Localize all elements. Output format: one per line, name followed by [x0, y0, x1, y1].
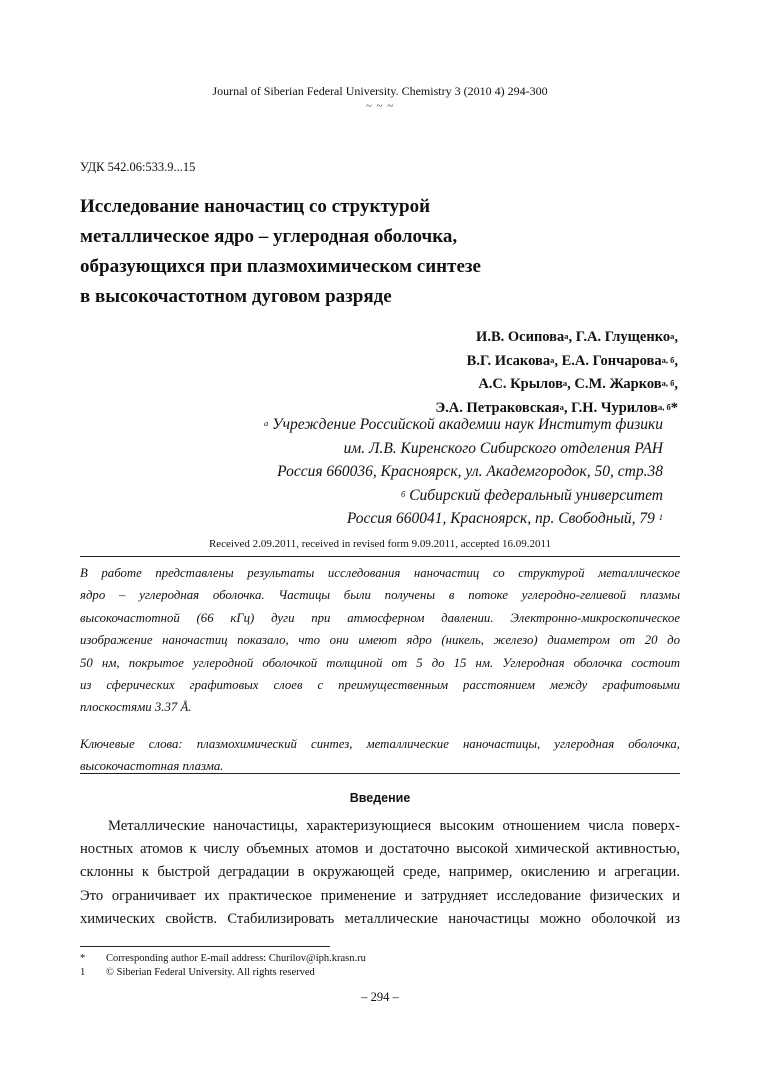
footnote-rule [80, 946, 330, 947]
abstract-line: В работе представлены результаты исследования наночастиц со структурой металлическое [80, 566, 680, 580]
body-paragraph [80, 815, 680, 931]
abstract-line: из сферических графитовых слоев с преимущественным расстоянием между графитовыми [80, 678, 680, 693]
keywords [80, 733, 680, 777]
keywords-line: высокочастотная плазма. [80, 759, 224, 773]
title-line: металлическое ядро – углеродная оболочка, [80, 226, 458, 247]
affiliation-line: $^а$ Учреждение Российской академии наук Институт физики [264, 416, 663, 433]
body-line: химических свойств. Стабилизировать металлические наночастицы можно оболочкой из [80, 910, 680, 927]
title-line: Исследование наночастиц со структурой [80, 196, 431, 217]
abstract-line: 50 нм, покрытое углеродной оболочкой толщиной от 5 до 15 нм. Углеродная оболочка состоит [80, 655, 680, 670]
footnotes [80, 952, 366, 980]
author-line: Э.А. Петраковская$^а$, Г.Н. Чурилов$^{а, б}$* [435, 399, 678, 416]
footnote-mark: 1 [80, 967, 86, 978]
affiliation-line: Россия 660041, Красноярск, пр. Свободный, 79 $^1$ [346, 510, 663, 527]
page-number: – 294 – [361, 990, 399, 1004]
affiliation-line: Россия 660036, Красноярск, ул. Академгородок, 50, стр.38 [277, 463, 663, 480]
body-line: Металлические наночастицы, характеризующиеся высоким отношением числа поверх- [108, 818, 680, 834]
journal-header: Journal of Siberian Federal University. Chemistry 3 (2010 4) 294-300 [212, 84, 548, 98]
section-heading: Введение [349, 791, 411, 805]
author-line: И.В. Осипова$^а$, Г.А. Глущенко$^а$, [476, 329, 678, 345]
body-line: Это ограничивает их практическое применение и затрудняет исследование физических и [80, 887, 680, 904]
abstract-line: высокочастотной (66 кГц) дуги при атмосферном давлении. Электронно-микроскопическое [80, 610, 680, 625]
affiliations [264, 413, 663, 531]
author-list [435, 326, 678, 420]
keywords-line: Ключевые слова: плазмохимический синтез, металлические наночастицы, углеродная оболочка, [80, 737, 680, 751]
footnote-text: Corresponding author E-mail address: Churilov@iph.krasn.ru [106, 953, 366, 964]
abstract-line: плоскостями 3.37 Å. [80, 700, 192, 715]
udk-code: УДК 542.06:533.9...15 [80, 160, 196, 174]
received-dates: Received 2.09.2011, received in revised form 9.09.2011, accepted 16.09.2011 [208, 538, 552, 550]
author-line: А.С. Крылов$^а$, С.М. Жарков$^{а, б}$, [478, 376, 678, 392]
affiliation-line: им. Л.В. Киренского Сибирского отделения РАН [343, 439, 663, 457]
title-line: образующихся при плазмохимическом синтезе [80, 256, 481, 277]
footnote-mark: * [80, 953, 86, 964]
abstract-line: ядро – углеродная оболочка. Частицы были получены в потоке углеродно-гелиевой плазмы [80, 588, 680, 603]
abstract-top-rule [80, 556, 680, 557]
abstract [80, 562, 680, 719]
abstract-bottom-rule [80, 773, 680, 774]
footnote [80, 966, 366, 980]
title-line: в высокочастотном дуговом разряде [80, 286, 392, 307]
body-line: склонны к быстрой деградации в окружающей среде, например, окислению и агрегации. [80, 864, 680, 881]
body-line: ностных атомов к числу объемных атомов и достаточно высокой химической активностью, [80, 841, 680, 858]
paper-title [80, 192, 680, 312]
header-ornament: ~ ~ ~ [365, 100, 395, 112]
affiliation-line: $^б$ Сибирский федеральный университет [401, 486, 663, 504]
footnote-text: © Siberian Federal University. All rights reserved [106, 967, 315, 978]
abstract-line: изображение наночастиц показало, что они имеют ядро (никель, железо) диаметром от 20 до [80, 633, 680, 648]
author-line: В.Г. Исакова$^а$, Е.А. Гончарова$^{а, б}$, [466, 352, 678, 369]
footnote [80, 952, 366, 966]
